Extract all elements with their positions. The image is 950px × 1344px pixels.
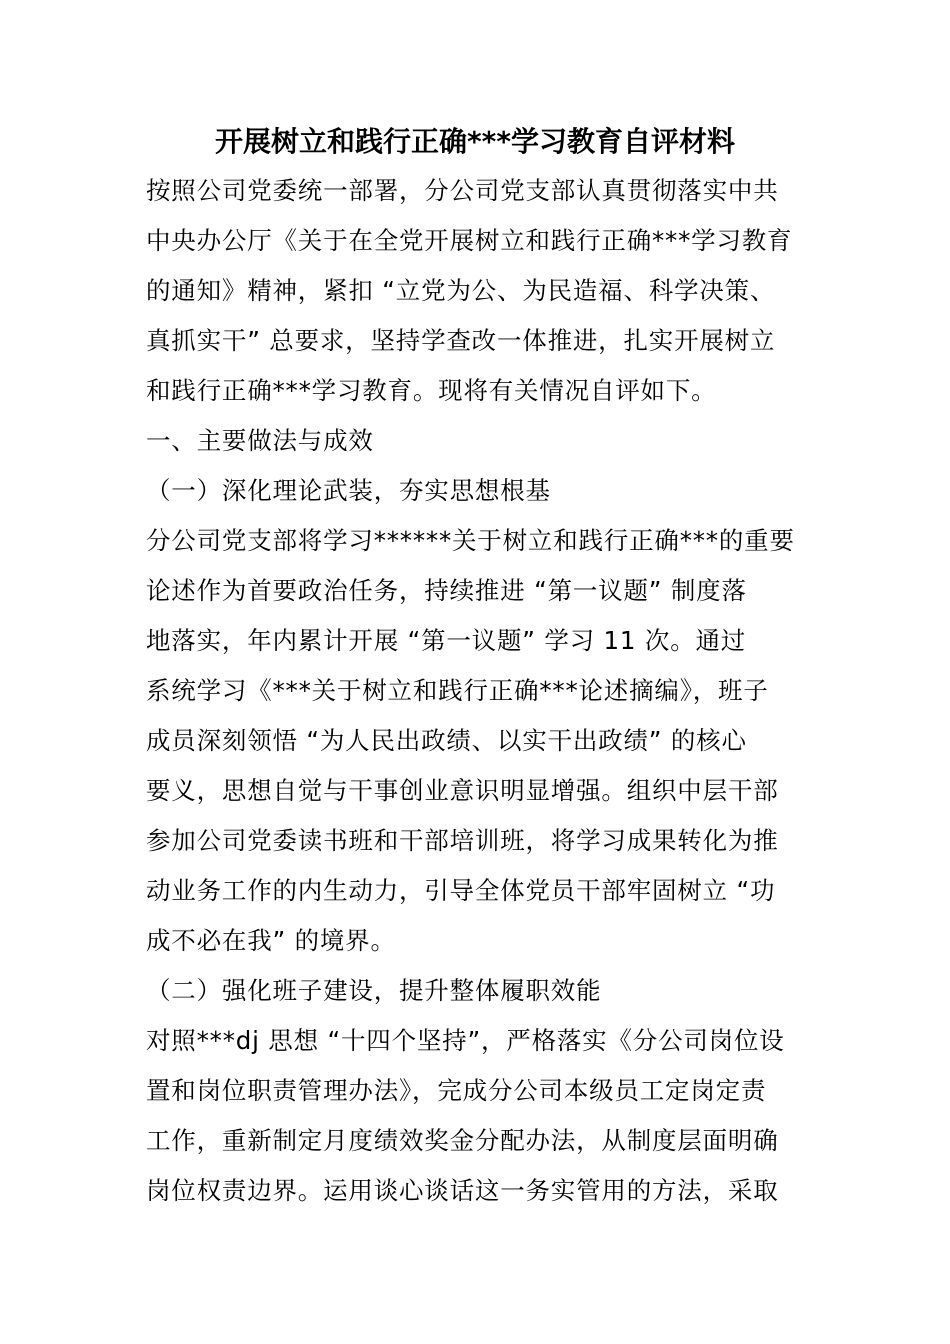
text-line: 论述作为首要政治任务，持续推进 “第一议题” 制度落 [146, 576, 747, 605]
text-line: 地落实，年内累计开展 “第一议题” 学习 11 次。通过 [146, 626, 747, 655]
subsection-heading: （二）强化班子建设，提升整体履职效能 [146, 976, 602, 1005]
text-line: 真抓实干” 总要求，坚持学查改一体推进，扎实开展树立 [146, 326, 776, 355]
text-line: 按照公司党委统一部署，分公司党支部认真贯彻落实中共 [146, 176, 779, 205]
text-line: 岗位权责边界。运用谈心谈话这一务实管用的方法，采取 [146, 1176, 779, 1205]
text-line: 对照***dj 思想 “十四个坚持”，严格落实《分公司岗位设 [146, 1026, 785, 1055]
text-line: 要义，思想自觉与干事创业意识明显增强。组织中层干部 [146, 776, 779, 805]
text-line: 中央办公厅《关于在全党开展树立和践行正确***学习教育 [146, 226, 793, 255]
text-line: 的通知》精神，紧扣 “立党为公、为民造福、科学决策、 [146, 276, 776, 305]
text-line: 动业务工作的内生动力，引导全体党员干部牢固树立 “功 [146, 876, 776, 905]
text-line: 成员深刻领悟 “为人民出政绩、以实干出政绩” 的核心 [146, 726, 747, 755]
text-line: 工作，重新制定月度绩效奖金分配办法，从制度层面明确 [146, 1126, 779, 1155]
text-line: 和践行正确***学习教育。现将有关情况自评如下。 [146, 376, 717, 405]
text-line: 分公司党支部将学习******关于树立和践行正确***的重要 [146, 526, 795, 555]
subsection-heading: （一）深化理论武装，夯实思想根基 [146, 476, 551, 505]
document-body [146, 166, 806, 1216]
text-line: 成不必在我” 的境界。 [146, 926, 396, 955]
text-line: 置和岗位职责管理办法》，完成分公司本级员工定岗定责 [146, 1076, 767, 1105]
text-line: 参加公司党委读书班和干部培训班，将学习成果转化为推 [146, 826, 779, 855]
text-line: 系统学习《***关于树立和践行正确***论述摘编》，班子 [146, 676, 769, 705]
document-title: 开展树立和践行正确***学习教育自评材料 [215, 125, 735, 158]
section-heading: 一、主要做法与成效 [146, 426, 374, 455]
